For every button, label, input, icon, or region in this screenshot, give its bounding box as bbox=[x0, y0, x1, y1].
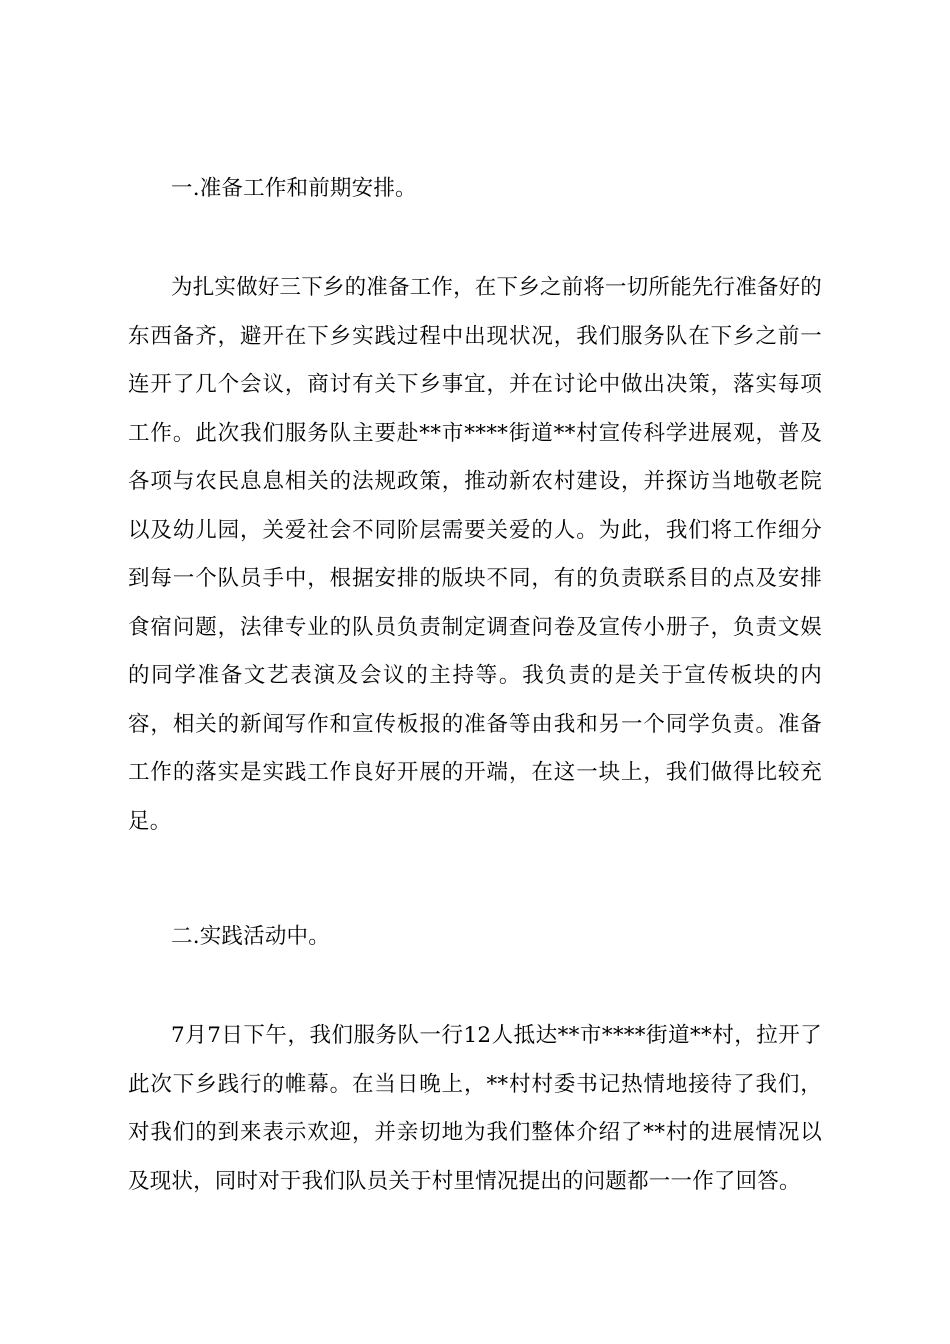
document-page bbox=[128, 0, 822, 1344]
section-paragraph-preparation: 为扎实做好三下乡的准备工作，在下乡之前将一切所能先行准备好的东西备齐，避开在下乡实践过程中出现状况，我们服务队在下乡之前一连开了几个会议，商讨有关下乡事宜，并在讨论中做出决策，落实每项工作。此次我们服务队主要赴**市****街道**村宣传科学进展观，普及各项与农民息息相关的法规政策，推动新农村建设，并探访当地敬老院以及幼儿园，关爱社会不同阶层需要关爱的人。为此，我们将工作细分到每一个队员手中，根据安排的版块不同，有的负责联系目的点及安排食宿问题，法律专业的队员负责制定调查问卷及宣传小册子，负责文娱的同学准备文艺表演及会议的主持等。我负责的是关于宣传板块的内容，相关的新闻写作和宣传板报的准备等由我和另一个同学负责。准备工作的落实是实践工作良好开展的开端，在这一块上，我们做得比较充足。 bbox=[128, 275, 823, 834]
section-heading-practice: 二.实践活动中。 bbox=[171, 924, 330, 949]
section-paragraph-practice: 7月7日下午，我们服务队一行12人抵达**市****街道**村，拉开了此次下乡践行的帷幕。在当日晚上，**村村委书记热情地接待了我们，对我们的到来表示欢迎，并亲切地为我们整体介绍了**村的进展情况以及现状，同时对于我们队员关于村里情况提出的问题都一一作了回答。 bbox=[128, 1023, 822, 1194]
section-heading-preparation: 一.准备工作和前期安排。 bbox=[171, 176, 417, 201]
